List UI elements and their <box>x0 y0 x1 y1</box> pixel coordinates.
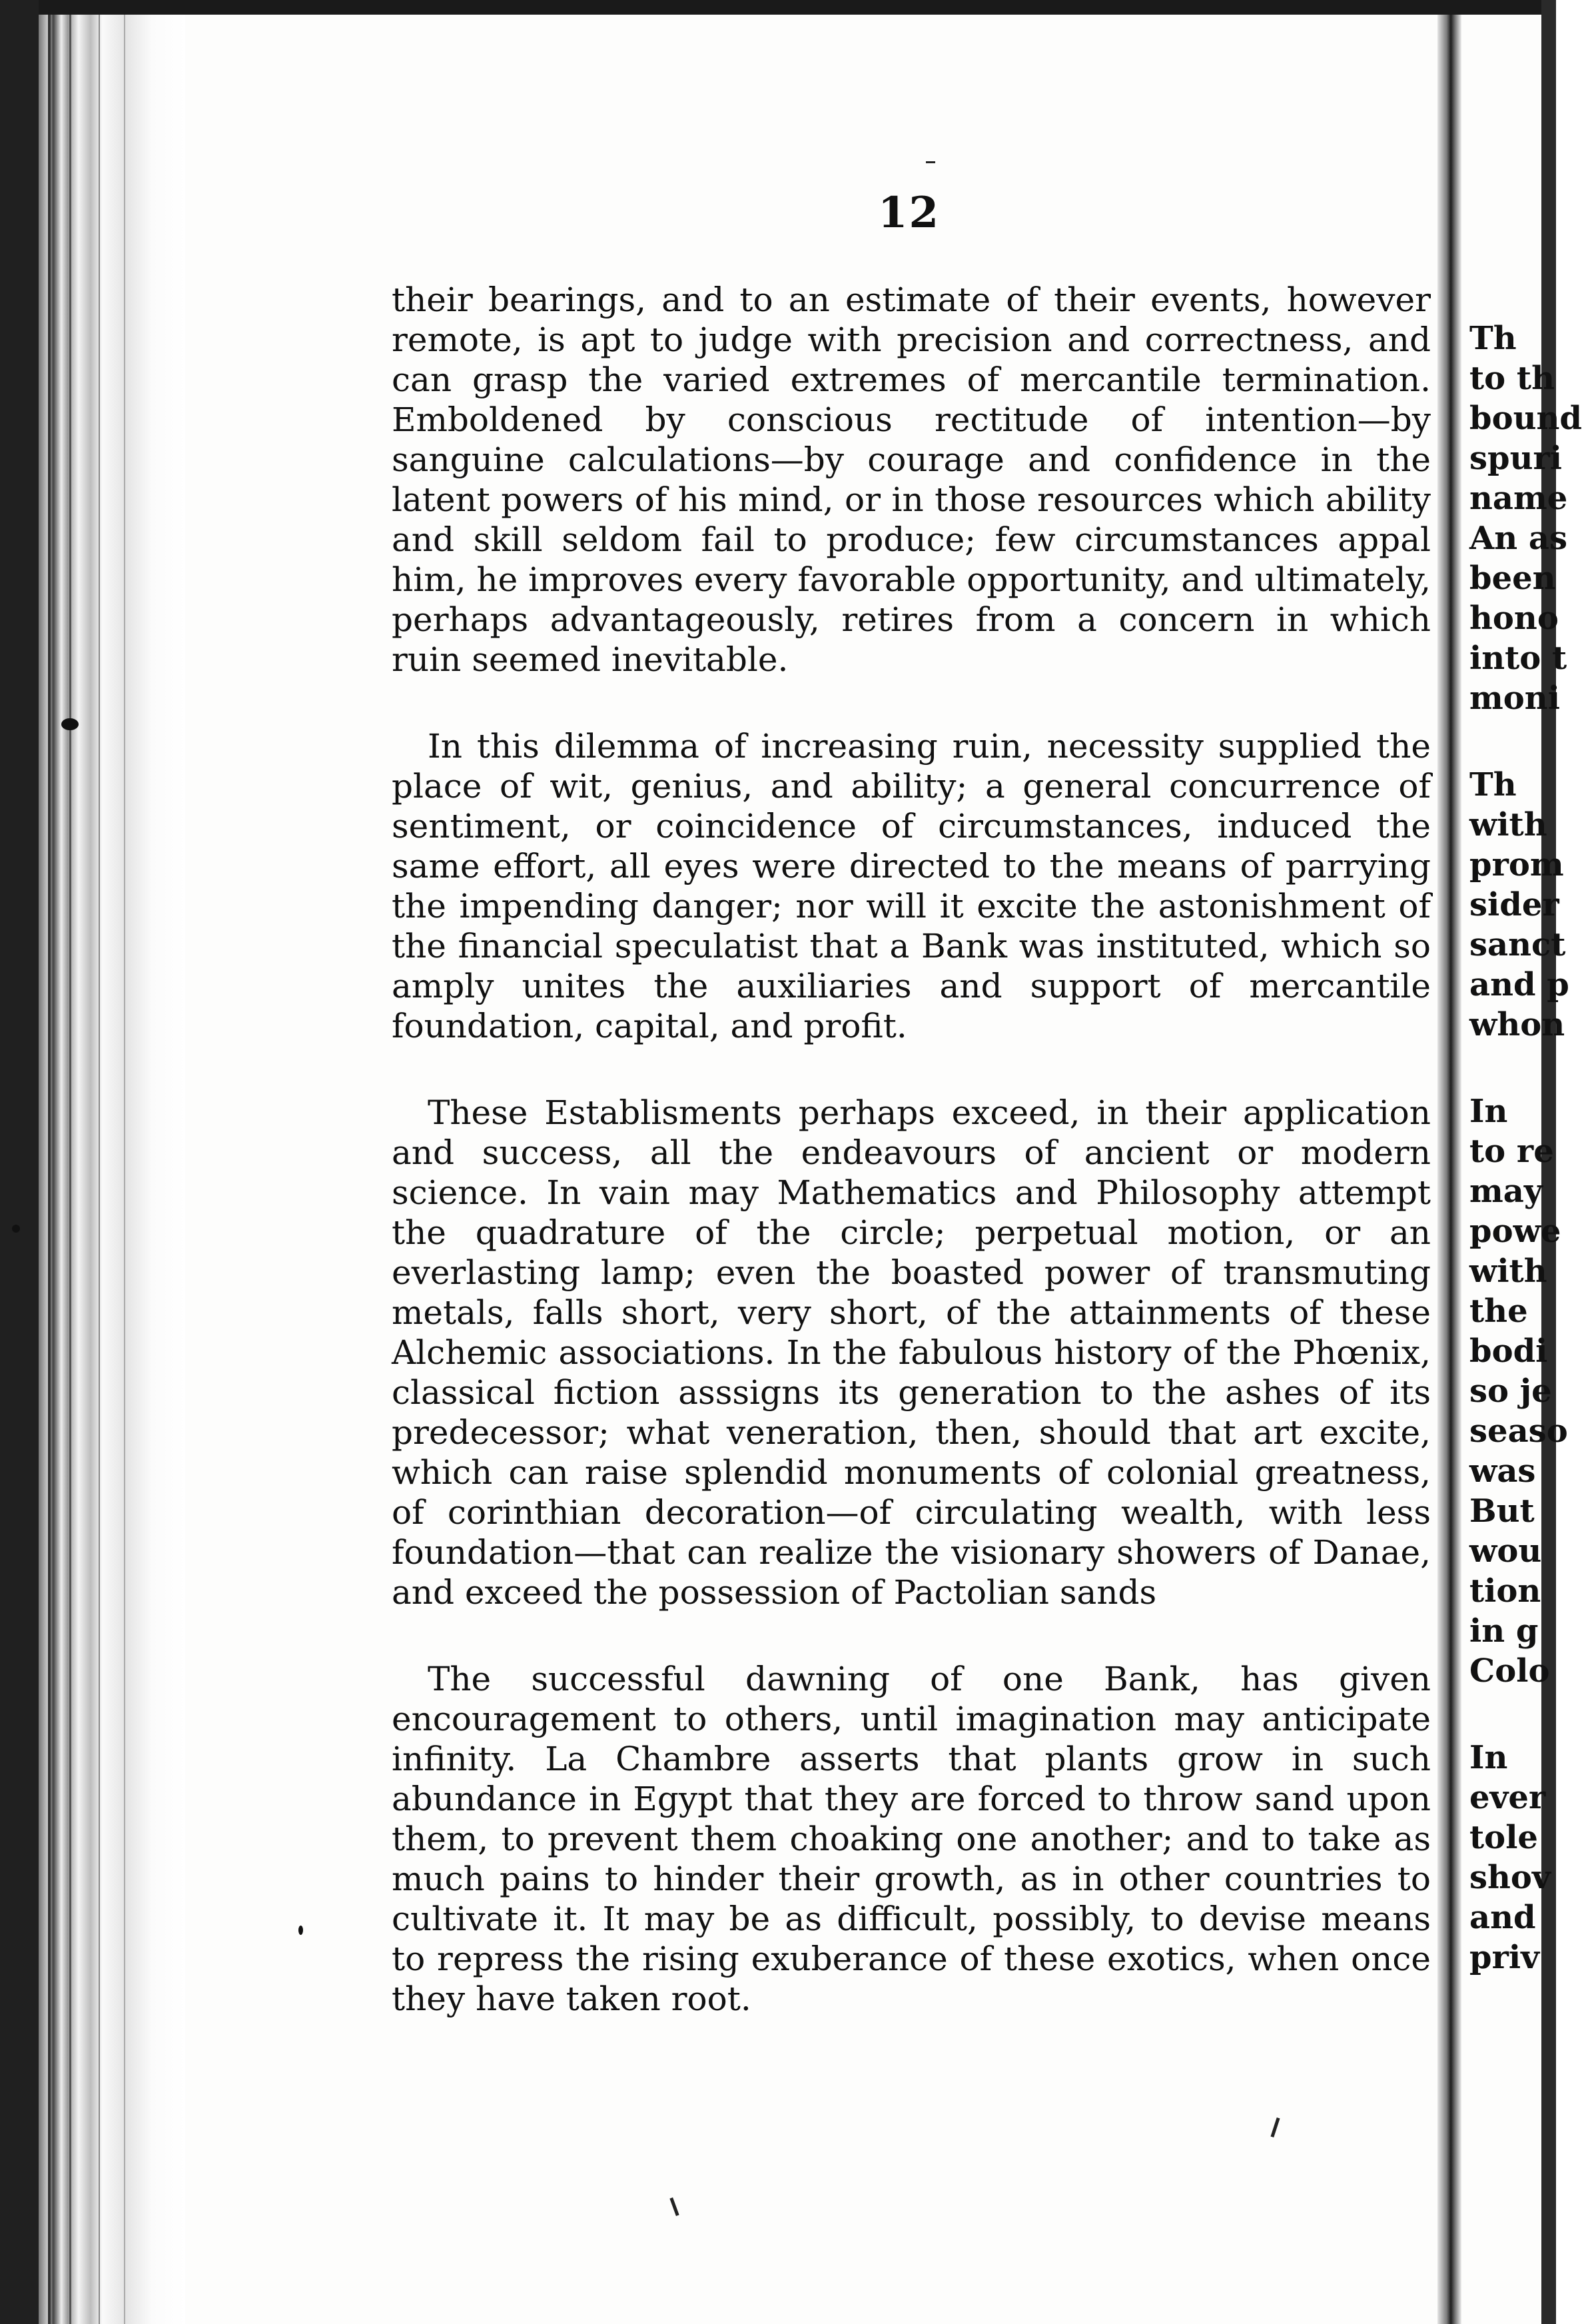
facing-page-fragment: been <box>1469 560 1556 597</box>
paragraph-4: The successful dawning of one Bank, has given encouragement to others, until imagination may anticipate infinity. La Chambre asserts that plants grow in such abundance in Egypt that they are forced to throw sand upon them, to prevent them choaking one another; and to take as much pains to hinder their growth, as in other countries to cultivate it. It may be as difficult, possibly, to devise means to repress the rising exuberance of these exotics, when once they have taken root. <box>392 1660 1431 2018</box>
paragraph-1: their bearings, and to an estimate of their events, however remote, is apt to judge with precision and correctness, and can grasp the varied extremes of mercantile termination. Emboldened by conscious rectitude of intention—by sanguine calculations—by courage and confidence in the latent powers of his mind, or in those resources which ability and skill seldom fail to produce; few circumstances appal him, he improves every favorable opportunity, and ultimately, perhaps advantageously, retires from a concern in which ruin seemed inevitable. <box>392 281 1431 679</box>
facing-page-fragment: sanct <box>1469 926 1566 963</box>
pen-stroke-mark <box>1270 2117 1280 2137</box>
facing-page-fragment: sider <box>1469 886 1559 923</box>
facing-page-fragment: with <box>1469 806 1547 844</box>
facing-page-fragment: moni <box>1469 680 1560 717</box>
page-gutter <box>1437 15 1461 2324</box>
facing-page-fragment: seaso <box>1469 1413 1568 1450</box>
facing-page-fragment: shov <box>1469 1859 1551 1896</box>
paragraph-3: These Establisments perhaps exceed, in their application and success, all the endeavours of ancient or modern science. In vain may Mathematics and Philosophy attempt the quadrature of the circle; perpetual motion, or an everlasting lamp; even the boasted power of transmuting metals, falls short, very short, of the attainments of these Alchemic associations. In the fabulous history of the Phœnix, classical fiction asssigns its generation to the ashes of its predecessor; what veneration, then, should that art excite, which can raise splendid monuments of colonial greatness, of corinthian decoration—of circulating wealth, with less foundation—that can realize the visionary showers of Danae, and exceed the possession of Pactolian sands <box>392 1093 1431 1612</box>
facing-page-fragment: In <box>1469 1739 1508 1776</box>
binding-line <box>69 15 71 2324</box>
binding-line <box>99 15 100 2324</box>
facing-page-fragment: Th <box>1469 320 1517 357</box>
facing-page-fragment: the <box>1469 1293 1528 1330</box>
facing-page-fragment: and p <box>1469 966 1569 1003</box>
facing-page-fragment: ever <box>1469 1779 1546 1816</box>
page-number: 12 <box>878 188 941 238</box>
book-binding <box>39 15 185 2324</box>
scan-edge-left <box>0 0 39 2324</box>
facing-page-fragment: prom <box>1469 846 1564 883</box>
facing-page-fragment: may <box>1469 1173 1543 1210</box>
facing-page-fragment: priv <box>1469 1939 1539 1976</box>
facing-page-fragment: to th <box>1469 360 1555 397</box>
facing-page-fragment: whon <box>1469 1006 1565 1043</box>
facing-page <box>1464 0 1582 2324</box>
page-body <box>392 280 1431 2065</box>
facing-page-fragment: But <box>1469 1492 1535 1530</box>
facing-page-fragment: Th <box>1469 766 1517 804</box>
ink-dot-mark <box>12 1225 20 1233</box>
facing-page-fragment: Colo <box>1469 1652 1550 1690</box>
facing-page-fragment: bound <box>1469 400 1582 437</box>
facing-page-fragment: with <box>1469 1253 1547 1290</box>
facing-page-fragment: so je <box>1469 1373 1552 1410</box>
ink-dot-mark <box>298 1926 303 1935</box>
facing-page-fragment: spuri <box>1469 440 1563 477</box>
facing-page-fragment: name <box>1469 480 1568 517</box>
facing-page-fragment: tole <box>1469 1819 1538 1856</box>
binding-line <box>124 15 125 2324</box>
pen-stroke-mark <box>669 2197 679 2216</box>
facing-page-fragment: tion <box>1469 1572 1541 1610</box>
facing-page-fragment: into t <box>1469 640 1567 677</box>
facing-page-fragment: hono <box>1469 600 1559 637</box>
ink-blot-mark <box>61 718 79 730</box>
facing-page-fragment: was <box>1469 1452 1536 1490</box>
binding-line <box>48 15 51 2324</box>
scan-edge-top <box>0 0 1556 15</box>
facing-page-fragment: powe <box>1469 1213 1561 1250</box>
facing-page-fragment: In <box>1469 1093 1508 1130</box>
facing-page-fragment: to re <box>1469 1133 1554 1170</box>
facing-page-fragment: in g <box>1469 1612 1539 1650</box>
facing-page-fragment: and <box>1469 1899 1536 1936</box>
facing-page-fragment: An as <box>1469 520 1567 557</box>
page-number-mark <box>926 161 935 163</box>
paragraph-2: In this dilemma of increasing ruin, necessity supplied the place of wit, genius, and ability; a general concurrence of sentiment, or coincidence of circumstances, induced the same effort, all eyes were directed to the means of parrying the impending danger; nor will it excite the astonishment of the financial speculatist that a Bank was instituted, which so amply unites the auxiliaries and support of mercantile foundation, capital, and profit. <box>392 727 1431 1045</box>
facing-page-fragment: wou <box>1469 1532 1542 1570</box>
facing-page-fragment: bodi <box>1469 1333 1548 1370</box>
